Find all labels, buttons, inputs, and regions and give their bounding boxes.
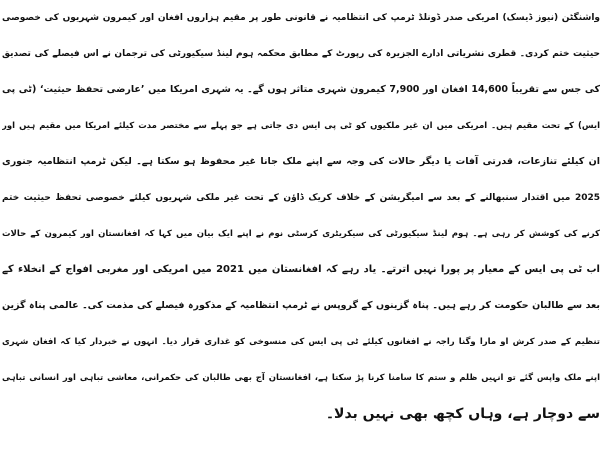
article-line: اب ٹی پی ایس کے معیار پر پورا نہیں اترتے۔ یاد رہے کہ افغانستان میں 2021 میں امریکی اور مغربی افواج کے انخلاء کے: [2, 264, 600, 275]
news-article-body: [2, 0, 600, 450]
article-line: کرنے کی کوشش کر رہی ہے۔ ہوم لینڈ سیکیورٹی کی سیکریٹری کرسٹی نوم نے اپنے ایک بیان میں کہا کہ افغانستان اور کیمرون کے حالات: [2, 229, 600, 239]
article-line: بعد سے طالبان حکومت کر رہے ہیں۔ پناہ گزینوں کے گروپس نے ٹرمپ انتظامیہ کے مذکورہ فیصلے کی مذمت کی۔ عالمی پناہ گزین: [2, 300, 600, 311]
article-line-last: سے دوچار ہے، وہاں کچھ بھی نہیں بدلا۔: [325, 406, 600, 422]
article-line: اپنے ملک واپس گئے تو انہیں ظلم و ستم کا سامنا کرنا پڑ سکتا ہے، افغانستان آج بھی طالبان کی حکمرانی، معاشی تباہی اور انسانی تباہی: [2, 373, 600, 383]
article-line: کی جس سے تقریباً 14,600 افغان اور 7,900 کیمرون شہری متاثر ہوں گے۔ یہ شہری امریکا میں ’عارضی تحفظ حیثیت‘ (ٹی پی: [2, 84, 600, 95]
article-line: ان کیلئے تنازعات، قدرتی آفات یا دیگر حالات کی وجہ سے اپنے ملک جانا غیر محفوظ ہو سکتا ہے۔ لیکن ٹرمپ انتظامیہ جنوری: [2, 156, 600, 167]
article-line: 2025 میں اقتدار سنبھالنے کے بعد سے امیگریشن کے خلاف کریک ڈاؤن کے تحت غیر ملکی شہریوں کیلئے خصوصی تحفظ حیثیت ختم: [2, 193, 600, 203]
article-line: واشنگٹن (نیوز ڈیسک) امریکی صدر ڈونلڈ ٹرمپ کی انتظامیہ نے قانونی طور پر مقیم ہزاروں افغان اور کیمرون شہریوں کی خصوصی: [2, 13, 600, 23]
article-line: حیثیت ختم کردی۔ قطری نشریاتی ادارے الجزیرہ کی رپورٹ کے مطابق محکمہ ہوم لینڈ سیکیورٹی کی ترجمان نے اس فیصلے کی تصدیق: [2, 49, 600, 59]
article-line: ایس) کے تحت مقیم ہیں۔ امریکی میں ان غیر ملکیوں کو ٹی پی ایس دی جاتی ہے جو پہلے سے مختصر مدت کیلئے امریکا میں مقیم ہیں اور: [2, 121, 600, 131]
article-line: تنظیم کے صدر کرش او مارا وگنا راجہ نے افغانوں کیلئے ٹی پی ایس کی منسوخی کو غداری قرار دیا۔ انہوں نے خبردار کیا کہ افغان شہری: [2, 337, 600, 347]
